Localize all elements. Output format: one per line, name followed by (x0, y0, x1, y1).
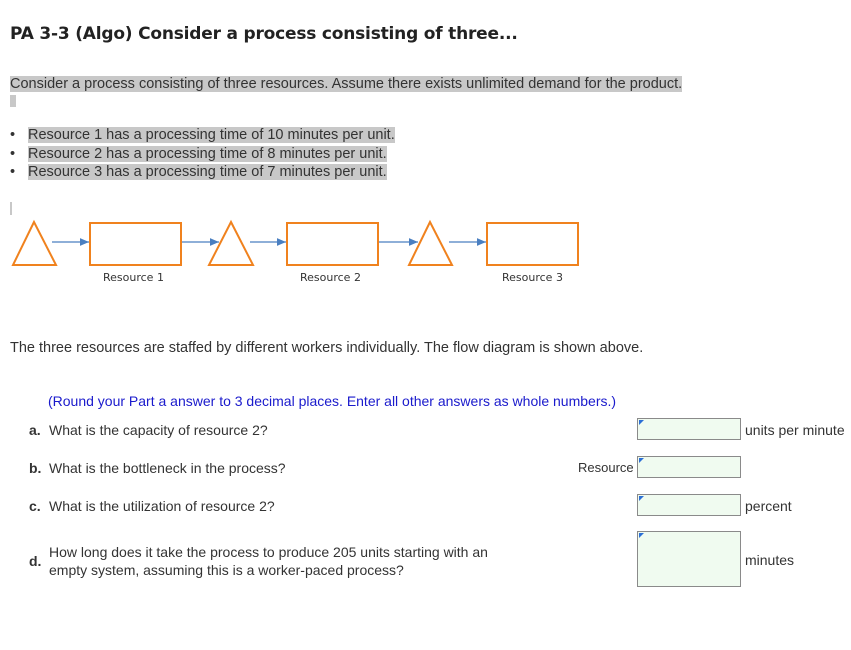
question-letter: c. (29, 498, 41, 514)
unit-label: units per minute (745, 422, 845, 438)
answer-c-input[interactable] (637, 494, 741, 516)
question-letter: b. (29, 460, 42, 476)
prefix-label: Resource (578, 460, 634, 475)
resource-3-text: Resource 3 has a processing time of 7 minutes per unit. (28, 164, 387, 180)
list-item: • Resource 3 has a processing time of 7 minutes per unit. (10, 164, 387, 180)
list-item: • Resource 1 has a processing time of 10 minutes per unit. (10, 127, 395, 143)
resource-1-text: Resource 1 has a processing time of 10 minutes per unit. (28, 127, 395, 143)
question-letter: a. (29, 422, 41, 438)
resource-box-2 (287, 223, 378, 265)
question-d (29, 544, 589, 584)
list-item: • Resource 2 has a processing time of 8 minutes per unit. (10, 145, 387, 162)
question-text-line-2: empty system, assuming this is a worker-paced process? (49, 562, 404, 578)
inventory-triangle-3 (409, 222, 452, 265)
answer-a-input[interactable] (637, 418, 741, 440)
question-text: What is the bottleneck in the process? (49, 460, 286, 476)
resource-box-1 (90, 223, 181, 265)
question-text: What is the utilization of resource 2? (49, 498, 275, 514)
unit-label: minutes (745, 552, 795, 568)
resource-box-3 (487, 223, 578, 265)
description-text: The three resources are staffed by different workers individually. The flow diagram is shown above. (10, 340, 644, 356)
resource-2-text: Resource 2 has a processing time of 8 minutes per unit. (28, 145, 387, 162)
answer-b-input[interactable] (637, 456, 741, 478)
unit-label: percent (745, 498, 792, 514)
answer-d-input[interactable] (637, 531, 741, 587)
instructions: (Round your Part a answer to 3 decimal places. Enter all other answers as whole numbers.) (48, 393, 617, 409)
question-text-line-1: How long does it take the process to produce 205 units starting with an (49, 544, 488, 560)
resource-label-3: Resource 3 (502, 271, 563, 284)
inventory-triangle-1 (13, 222, 56, 265)
intro-sentence: Consider a process consisting of three resources. Assume there exists unlimited demand for the product. (10, 76, 683, 92)
flow-diagram (0, 0, 851, 300)
page-title: PA 3-3 (Algo) Consider a process consisting of three... (10, 24, 518, 44)
question-text: What is the capacity of resource 2? (49, 422, 268, 438)
resource-label-1: Resource 1 (103, 271, 164, 284)
question-letter: d. (29, 553, 42, 569)
inventory-triangle-2 (209, 222, 253, 265)
resource-label-2: Resource 2 (300, 271, 361, 284)
